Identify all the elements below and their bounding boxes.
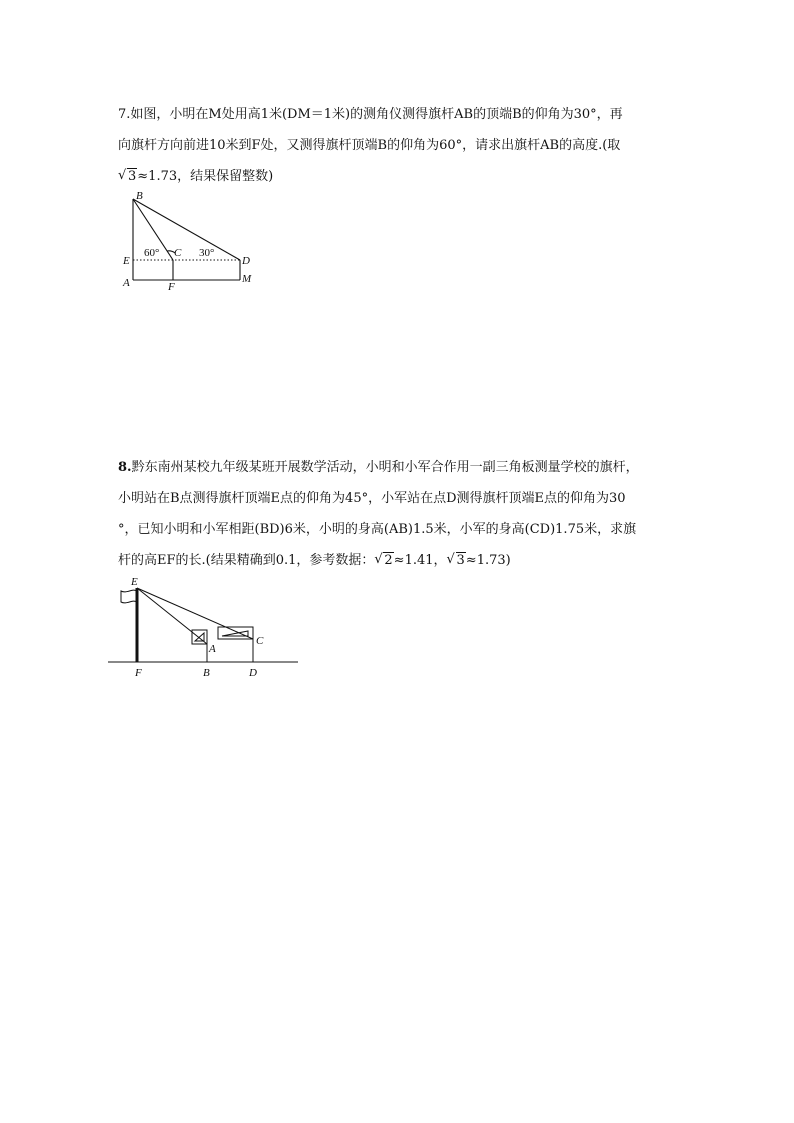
problem-7-line-3-rest: ≈1.73，结果保留整数) (137, 169, 274, 184)
label-b: B (136, 190, 143, 202)
problem-8-line-4-b: ≈1.41， (393, 553, 447, 568)
label-d: D (249, 667, 257, 679)
sqrt-symbol: √ 2 (374, 552, 393, 568)
problem-7-line-2: 向旗杆方向前进10米到F处，又测得旗杆顶端B的仰角为60°，请求出旗杆AB的高度.(取 (118, 138, 621, 153)
problem-8-line-3: °，已知小明和小军相距(BD)6米，小明的身高(AB)1.5米，小军的身高(CD)1.75米，求旗 (118, 522, 637, 537)
sqrt-radicand: 3 (456, 553, 465, 568)
label-m: M (242, 273, 252, 285)
problem-8-figure (108, 574, 303, 680)
flag-icon (121, 590, 137, 603)
label-e: E (123, 255, 130, 267)
label-b: B (203, 667, 210, 679)
problem-8-line-4-c: ≈1.73) (465, 553, 511, 568)
problem-8-line-4 (118, 545, 684, 576)
set-square-45-inner (195, 633, 204, 641)
label-e: E (131, 576, 138, 588)
label-a: A (123, 277, 130, 289)
sqrt-radicand: 3 (128, 169, 137, 184)
sqrt-symbol: √ 3 (446, 552, 465, 568)
label-c: C (256, 635, 264, 647)
problem-8-number: 8. (118, 460, 132, 475)
sight-line-ea (137, 588, 207, 644)
problem-8-line-1 (118, 452, 684, 483)
label-c: C (174, 247, 182, 259)
label-f: F (135, 667, 142, 679)
problem-7-text (118, 99, 684, 192)
problem-8-line-2: 小明站在B点测得旗杆顶端E点的仰角为45°，小军站在点D测得旗杆顶端E点的仰角为30 (118, 491, 626, 506)
problem-7-line-1: 7.如图，小明在M处用高1米(DM＝1米)的测角仪测得旗杆AB的顶端B的仰角为30°，再 (118, 107, 623, 122)
problem-8-line-4-a: 杆的高EF的长.(结果精确到0.1，参考数据： (118, 553, 375, 568)
sqrt-symbol: √ 3 (118, 168, 137, 184)
label-f: F (168, 281, 175, 290)
angle-60-label: 60° (144, 247, 160, 259)
sqrt-radicand: 2 (384, 553, 393, 568)
angle-30-label: 30° (199, 247, 215, 259)
problem-8-text (118, 452, 684, 576)
problem-7-line-3 (118, 161, 684, 192)
sight-line-ec (137, 588, 253, 639)
label-a: A (209, 643, 216, 655)
label-d: D (242, 255, 250, 267)
problem-7-figure (118, 190, 268, 290)
problem-8-line-1-text: 黔东南州某校九年级某班开展数学活动，小明和小军合作用一副三角板测量学校的旗杆， (131, 460, 639, 475)
